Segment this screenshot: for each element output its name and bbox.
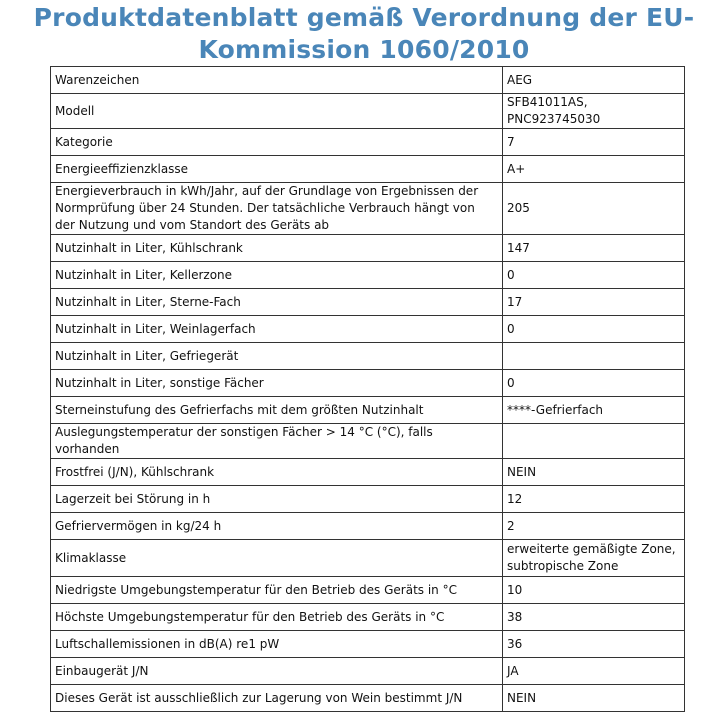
row-value: 12	[503, 486, 685, 513]
table-row	[51, 262, 685, 289]
table-row	[51, 370, 685, 397]
row-value: SFB41011AS, PNC923745030	[503, 94, 685, 129]
row-value: NEIN	[503, 685, 685, 712]
row-value: JA	[503, 658, 685, 685]
row-value	[503, 424, 685, 459]
row-value: 38	[503, 604, 685, 631]
table-row	[51, 459, 685, 486]
row-label: Höchste Umgebungstemperatur für den Betrieb des Geräts in °C	[51, 604, 503, 631]
row-value: 7	[503, 129, 685, 156]
table-row	[51, 289, 685, 316]
row-label: Niedrigste Umgebungstemperatur für den Betrieb des Geräts in °C	[51, 577, 503, 604]
row-value: 0	[503, 370, 685, 397]
table-row	[51, 397, 685, 424]
table-row	[51, 343, 685, 370]
table-row	[51, 94, 685, 129]
row-label: Nutzinhalt in Liter, Sterne-Fach	[51, 289, 503, 316]
row-value: 0	[503, 262, 685, 289]
row-value: ****-Gefrierfach	[503, 397, 685, 424]
row-label: Nutzinhalt in Liter, Kellerzone	[51, 262, 503, 289]
table-row	[51, 685, 685, 712]
table-row	[51, 604, 685, 631]
row-label: Klimaklasse	[51, 540, 503, 577]
row-value: 205	[503, 183, 685, 235]
table-row	[51, 424, 685, 459]
row-value: 17	[503, 289, 685, 316]
table-row	[51, 67, 685, 94]
row-label: Lagerzeit bei Störung in h	[51, 486, 503, 513]
row-value: 36	[503, 631, 685, 658]
row-label: Nutzinhalt in Liter, Gefriegerät	[51, 343, 503, 370]
row-label: Kategorie	[51, 129, 503, 156]
table-row	[51, 156, 685, 183]
table-row	[51, 658, 685, 685]
table-row	[51, 540, 685, 577]
row-value: 147	[503, 235, 685, 262]
table-row	[51, 129, 685, 156]
product-data-table	[50, 66, 685, 712]
row-label: Energieeffizienzklasse	[51, 156, 503, 183]
table-row	[51, 316, 685, 343]
row-label: Modell	[51, 94, 503, 129]
row-value: 2	[503, 513, 685, 540]
table-row	[51, 235, 685, 262]
row-value: 0	[503, 316, 685, 343]
row-label: Sterneinstufung des Gefrierfachs mit dem größten Nutzinhalt	[51, 397, 503, 424]
row-label: Einbaugerät J/N	[51, 658, 503, 685]
table-row	[51, 183, 685, 235]
row-label: Gefriervermögen in kg/24 h	[51, 513, 503, 540]
table-row	[51, 631, 685, 658]
row-value: A+	[503, 156, 685, 183]
row-value	[503, 343, 685, 370]
table-row	[51, 486, 685, 513]
row-label: Nutzinhalt in Liter, sonstige Fächer	[51, 370, 503, 397]
page-title: Produktdatenblatt gemäß Verordnung der EU-Kommission 1060/2010	[33, 3, 695, 64]
row-label: Energieverbrauch in kWh/Jahr, auf der Grundlage von Ergebnissen der Normprüfung über 24 Stunden. Der tatsächliche Verbrauch hängt von der Nutzung und vom Standort des Geräts ab	[51, 183, 503, 235]
row-value: AEG	[503, 67, 685, 94]
row-label: Dieses Gerät ist ausschließlich zur Lagerung von Wein bestimmt J/N	[51, 685, 503, 712]
row-label: Nutzinhalt in Liter, Weinlagerfach	[51, 316, 503, 343]
row-value: NEIN	[503, 459, 685, 486]
table-row	[51, 577, 685, 604]
row-label: Nutzinhalt in Liter, Kühlschrank	[51, 235, 503, 262]
row-label: Warenzeichen	[51, 67, 503, 94]
row-value: erweiterte gemäßigte Zone, subtropische Zone	[503, 540, 685, 577]
row-label: Luftschallemissionen in dB(A) re1 pW	[51, 631, 503, 658]
table-row	[51, 513, 685, 540]
row-label: Frostfrei (J/N), Kühlschrank	[51, 459, 503, 486]
row-label: Auslegungstemperatur der sonstigen Fächer > 14 °C (°C), falls vorhanden	[51, 424, 503, 459]
row-value: 10	[503, 577, 685, 604]
